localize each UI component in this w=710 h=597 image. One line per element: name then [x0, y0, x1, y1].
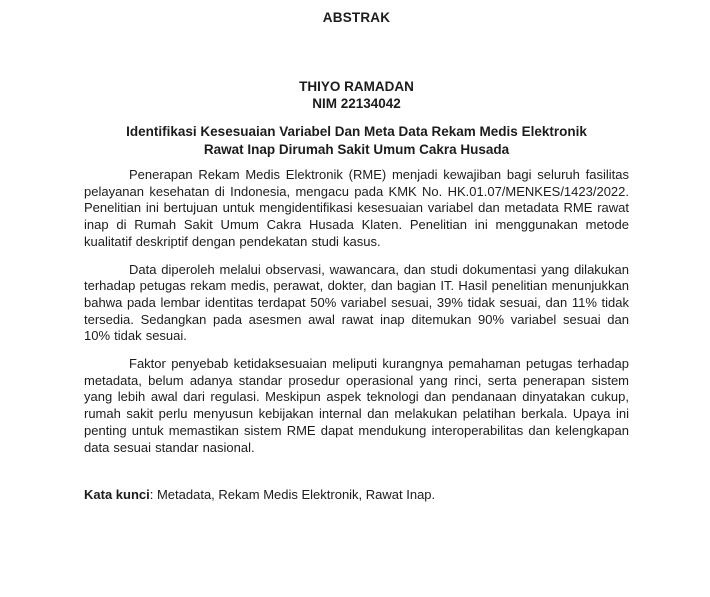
abstract-body [84, 167, 629, 456]
abstract-content [84, 0, 629, 504]
abstract-paragraph-2: Data diperoleh melalui observasi, wawancara, dan studi dokumentasi yang dilakukan terhadap petugas rekam medis, perawat, dokter, dan bagian IT. Hasil penelitian menunjukkan bahwa pada lembar identitas terdapat 50% variabel sesuai, 39% tidak sesuai, dan 11% tidak tersedia. Sedangkan pada asesmen awal rawat inap ditemukan 90% variabel sesuai dan 10% tidak sesuai. [84, 261, 629, 344]
keywords-value: : Metadata, Rekam Medis Elektronik, Rawat Inap. [149, 487, 436, 503]
thesis-title-line2: Rawat Inap Dirumah Sakit Umum Cakra Husada [203, 141, 510, 157]
thesis-title-line1: Identifikasi Kesesuaian Variabel Dan Meta Data Rekam Medis Elektronik [126, 124, 587, 139]
keywords-line [84, 487, 629, 504]
author-name: THIYO RAMADAN [299, 79, 414, 94]
abstract-paragraph-1: Penerapan Rekam Medis Elektronik (RME) menjadi kewajiban bagi seluruh fasilitas pelayanan kesehatan di Indonesia, mengacu pada KMK No. HK.01.07/MENKES/1423/2022. Penelitian ini bertujuan untuk mengidentifikasi kesesuaian variabel dan metadata RME rawat inap di Rumah Sakit Umum Cakra Husada Klaten. Penelitian ini menggunakan metode kualitatif deskriptif dengan pendekatan studi kasus. [84, 167, 629, 249]
thesis-title [84, 123, 629, 158]
author-block [84, 78, 629, 112]
abstract-heading: ABSTRAK [322, 10, 391, 25]
abstract-paragraph-3: Faktor penyebab ketidaksesuaian meliputi kurangnya pemahaman petugas terhadap metadata, belum adanya standar prosedur operasional yang rinci, serta penerapan sistem yang lebih awal dari regulasi. Meskipun aspek teknologi dan pendanaan dinyatakan cukup, rumah sakit perlu menyusun kebijakan internal dan melakukan pelatihan berkala. Upaya ini penting untuk memastikan sistem RME dapat mendukung interoperabilitas dan kelengkapan data sesuai standar nasional. [84, 356, 629, 455]
keywords-label: Kata kunci [84, 487, 150, 503]
author-nim: NIM 22134042 [312, 96, 401, 111]
